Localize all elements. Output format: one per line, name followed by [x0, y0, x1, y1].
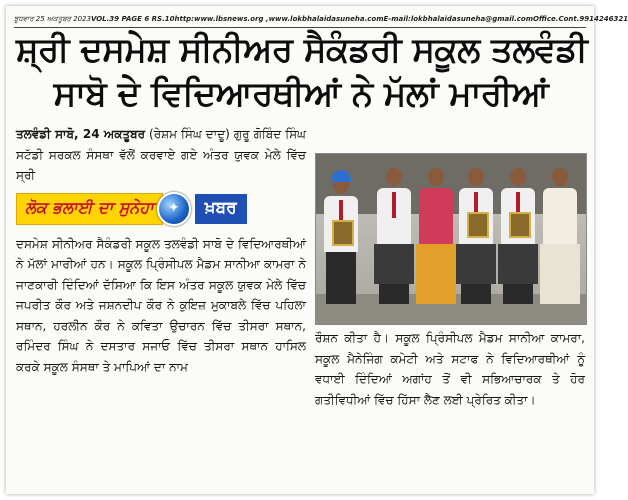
globe-icon: ✦	[157, 192, 191, 226]
newspaper-clipping	[6, 6, 628, 494]
article-body-left: ਦਸਮੇਸ਼ ਸੀਨੀਅਰ ਸੈਕੰਡਰੀ ਸਕੂਲ ਤਲਵੰਡੀ ਸਾਬੋ ਦੇ ਵਿਦਿਆਰਥੀਆਂ ਨੇ ਮੱਲਾਂ ਮਾਰੀਆਂ ਹਨ। ਸਕੂਲ ਪ੍ਰਿੰਸੀਪਲ ਮੈਡਮ ਸਾਨੀਆ ਕਾਮਰਾ ਨੇ ਜਾਣਕਾਰੀ ਦਿੰਦਿਆਂ ਦੱਸਿਆ ਕਿ ਇਸ ਅੰਤਰ ਸਕੂਲ ਯੁਵਕ ਮੇਲੇ ਵਿੱਚ ਜਪਰੀਤ ਕੌਰ ਅਤੇ ਜਸ਼ਨਦੀਪ ਕੌਰ ਨੇ ਕੁਇਜ਼ ਮੁਕਾਬਲੇ ਵਿੱਚ ਪਹਿਲਾ ਸਥਾਨ, ਹਰਲੀਨ ਕੌਰ ਨੇ ਕਵਿਤਾ ਉਚਾਰਨ ਵਿੱਚ ਤੀਸਰਾ ਸਥਾਨ, ਰਮਿੰਦਰ ਸਿੰਘ ਨੇ ਦਸਤਾਰ ਸਜਾਓ ਵਿੱਚ ਤੀਸਰਾ ਸਥਾਨ ਹਾਸਿਲ ਕਰਕੇ ਸਕੂਲ ਸੰਸਥਾ ਤੇ ਮਾਪਿਆਂ ਦਾ ਨਾਮ	[16, 236, 306, 374]
photo-person-teacher	[540, 168, 580, 304]
publication-banner	[16, 190, 306, 228]
photo-person-student-2	[374, 168, 414, 304]
dateline-text: (ਰੇਸ਼ਮ ਸਿੰਘ ਦਾਦੂ) ਗੁਰੂ ਗੋਬਿੰਦ ਸਿੰਘ ਸਟੱਡੀ ਸਰਕਲ ਸੰਸਥਾ ਵੱਲੋਂ ਕਰਵਾਏ ਗਏ ਅੰਤਰ ਯੁਵਕ ਮੇਲੇ ਵਿੱਚ ਸ੍ਰੀ	[16, 127, 306, 182]
masthead-divider	[14, 27, 586, 28]
masthead	[14, 12, 628, 26]
dateline	[16, 124, 306, 186]
article-body-right: ਰੌਸ਼ਨ ਕੀਤਾ ਹੈ। ਸਕੂਲ ਪ੍ਰਿੰਸੀਪਲ ਮੈਡਮ ਸਾਨੀਆ ਕਾਮਰਾ, ਸਕੂਲ ਮੈਨੇਜਿੰਗ ਕਮੇਟੀ ਅਤੇ ਸਟਾਫ ਨੇ ਵਿਦਿਆਰਥੀਆਂ ਨੂੰ ਵਧਾਈ ਦਿੰਦਿਆਂ ਅਗਾਂਹ ਤੋਂ ਵੀ ਸਭਿਆਚਾਰਕ ਤੇ ਹੋਰ ਗਤੀਵਿਧੀਆਂ ਵਿੱਚ ਹਿੱਸਾ ਲੈਣ ਲਈ ਪ੍ਰੇਰਿਤ ਕੀਤਾ।	[315, 331, 585, 407]
headline-line-1: ਸ਼੍ਰੀ ਦਸਮੇਸ਼ ਸੀਨੀਅਰ ਸੈਕੰਡਰੀ ਸਕੂਲ ਤਲਵੰਡੀ	[16, 30, 588, 70]
photo-person-student-3	[456, 168, 496, 304]
photo-person-principal	[416, 168, 456, 304]
dateline-place: ਤਲਵੰਡੀ ਸਾਬੋ, 24 ਅਕਤੂਬਰ	[16, 127, 146, 141]
masthead-volume: VOL.39 PAGE 6 RS.10	[90, 15, 175, 23]
masthead-day: ਝੂਧਵਾਰ 25 ਅਕਤੂਬਰ 2023	[14, 14, 91, 23]
banner-brand: ਲੋਕ ਭਲਾਈ ਦਾ ਸੁਨੇਹਾ	[16, 193, 163, 225]
masthead-email: E-mail:lokbhalaidasuneha@gmail.com	[383, 15, 533, 23]
masthead-office: Office.Cont.9914246321	[532, 15, 628, 23]
article-photo	[315, 153, 587, 325]
headline-line-2: ਸਾਬੋ ਦੇ ਵਿਦਿਆਰਥੀਆਂ ਨੇ ਮੱਲਾਂ ਮਾਰੀਆਂ	[53, 74, 549, 114]
masthead-web: http:www.lbsnews.org ,www.lokbhalaidasuneha.com	[174, 15, 384, 23]
article-column-left	[16, 124, 306, 377]
photo-person-student-4	[498, 168, 538, 304]
photo-person-student-1	[324, 170, 358, 304]
banner-tag: ਖ਼ਬਰ	[195, 194, 247, 224]
